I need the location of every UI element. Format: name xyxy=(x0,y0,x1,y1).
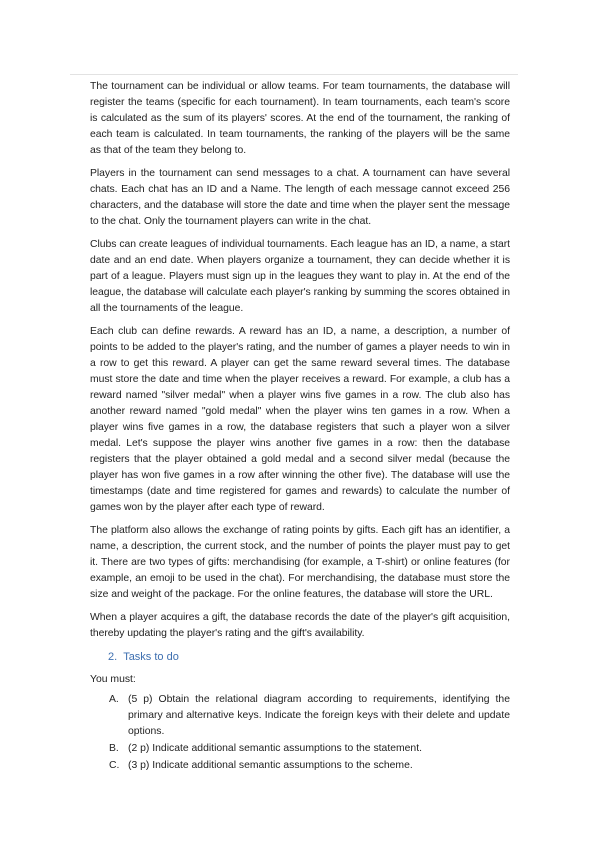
list-item xyxy=(90,692,510,740)
task-list xyxy=(90,692,510,774)
section-heading xyxy=(108,649,510,665)
paragraph-chats: Players in the tournament can send messages to a chat. A tournament can have several chats. Each chat has an ID and a Name. The length of each message cannot exceed 256 characters, and the database will store the date and time when the player sent the message to the chat. Only the tournament players can write in the chat. xyxy=(90,168,510,227)
paragraph-teams: The tournament can be individual or allow teams. For team tournaments, the database will register the teams (specific for each tournament). In team tournaments, each team's score is calculated as the sum of its players' scores. At the end of the tournament, the ranking of each team is calculated. In team tournaments, the ranking of the players will be the same as that of the team they belong to. xyxy=(90,81,510,156)
paragraph-leagues: Clubs can create leagues of individual tournaments. Each league has an ID, a name, a start date and an end date. When players organize a tournament, they can decide whether it is part of a league. Players must sign up in the leagues they want to play in. At the end of the league, the database will calculate each player's ranking by summing the scores obtained in all the tournaments of the league. xyxy=(90,239,510,314)
section-number: 2. xyxy=(108,651,118,663)
paragraph-rewards: Each club can define rewards. A reward has an ID, a name, a description, a number of points to be added to the player's rating, and the number of games a player needs to win in a row to get this reward. A player can get the same reward several times. The database must store the date and time when the player receives a reward. For example, a club has a reward named "silver medal" when a player wins five games in a row. The club also has another reward named "gold medal" when the player wins ten games in a row. When a player wins five games in a row, the database registers that such a player won a silver medal. Let's suppose the player wins another five games in a row: then the database registers that the player obtained a gold medal and a second silver medal (because the player has won five games in a row after winning the other five). The database will use the timestamps (date and time registered for games and rewards) to calculate the number of games won by the player after each type of reward. xyxy=(90,326,510,513)
paragraph-gift-acquisition: When a player acquires a gift, the database records the date of the player's gift acquisition, thereby updating the player's rating and the gift's availability. xyxy=(90,612,510,639)
list-item xyxy=(90,758,510,774)
tasks-lead: You must: xyxy=(90,674,136,685)
document-body xyxy=(90,79,510,775)
task-text: (5 p) Obtain the relational diagram according to requirements, identifying the primary and alternative keys. Indicate the foreign keys with their delete and update options. xyxy=(128,694,510,737)
paragraph-gifts: The platform also allows the exchange of rating points by gifts. Each gift has an identifier, a name, a description, the current stock, and the number of points the player must pay to get it. There are two types of gifts: merchandising (for example, a T-shirt) or online features (for example, an emoji to be used in the chat). For merchandising, the database must store the size and weight of the package. For the online features, the database will store the URL. xyxy=(90,525,510,600)
task-text: (3 p) Indicate additional semantic assumptions to the scheme. xyxy=(128,760,413,771)
task-letter: B. xyxy=(109,743,119,754)
header-rule xyxy=(70,74,518,75)
task-text: (2 p) Indicate additional semantic assumptions to the statement. xyxy=(128,743,422,754)
task-letter: C. xyxy=(109,760,120,771)
list-item xyxy=(90,741,510,757)
section-title: Tasks to do xyxy=(123,651,179,663)
task-letter: A. xyxy=(109,694,119,705)
